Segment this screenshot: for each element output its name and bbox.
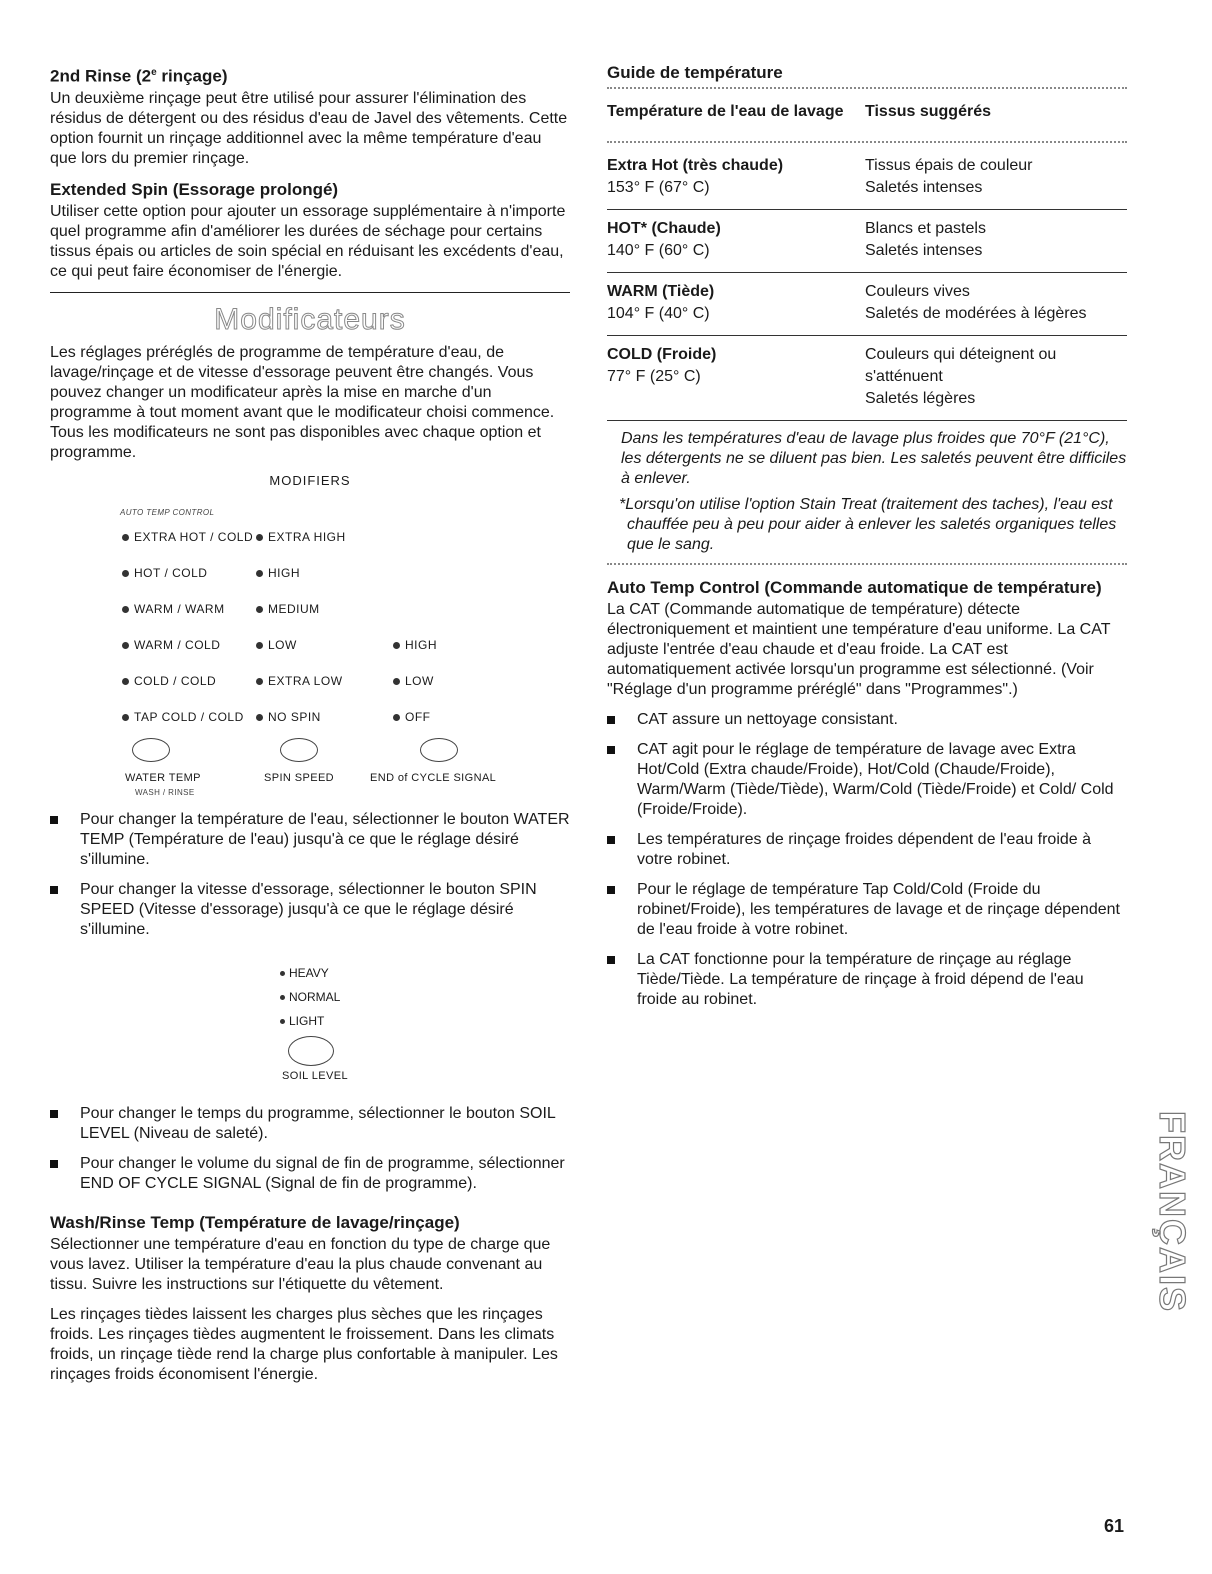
fabric-text: Blancs et pastels (865, 220, 986, 237)
signal-label: END of CYCLE SIGNAL (370, 771, 497, 784)
soil-option: NORMAL (280, 990, 340, 1004)
wash-rinse-body-1: Sélectionner une température d'eau en fonction du type de charge que vous lavez. Utiliser la température d'eau la plus chaude convenant au tissu. Suivre les instructions sur l'étiquette du vêtement. (50, 1235, 551, 1293)
fabric-text: s'atténuent (865, 368, 943, 385)
spin-speed-knob-icon (280, 738, 318, 762)
fabric-text: Couleurs qui déteignent ou (865, 346, 1057, 363)
dotted-divider (607, 563, 1127, 565)
list-item: Pour le réglage de température Tap Cold/Cold (Froide du robinet/Froide), les températures de lavage et de rinçage dépendent de l'eau froide à votre robinet. (607, 880, 1127, 940)
table-row (607, 273, 1127, 336)
indicator-light-icon (122, 642, 129, 649)
spin-option: HIGH (256, 566, 300, 580)
fabric-text: Couleurs vives (865, 283, 970, 300)
water-temp-option: TAP COLD / COLD (122, 710, 244, 724)
temp-value: 153° F (67° C) (607, 179, 710, 196)
water-temp-option: EXTRA HOT / COLD (122, 530, 253, 544)
fabric-text: Saletés intenses (865, 179, 983, 196)
indicator-light-icon (122, 714, 129, 721)
spin-option: EXTRA LOW (256, 674, 343, 688)
indicator-light-icon (122, 570, 129, 577)
fabric-text: Saletés de modérées à légères (865, 305, 1087, 322)
list-item: La CAT fonctionne pour la température de rinçage au réglage Tiède/Tiède. La température de rinçage à froid dépend de l'eau froide au robinet. (607, 950, 1127, 1010)
indicator-light-icon (256, 606, 263, 613)
wash-rinse-heading: Wash/Rinse Temp (Température de lavage/rinçage) (50, 1212, 460, 1232)
list-item: Pour changer le volume du signal de fin de programme, sélectionner END OF CYCLE SIGNAL (Signal de fin de programme). (50, 1154, 570, 1194)
fabric-text: Saletés intenses (865, 242, 983, 259)
table-header-row (607, 93, 1127, 137)
list-item: CAT assure un nettoyage consistant. (607, 710, 1127, 730)
table-header-cell: Tissus suggérés (865, 103, 991, 120)
soil-level-illustration (50, 950, 570, 1086)
list-item: Les températures de rinçage froides dépendent de l'eau froide à votre robinet. (607, 830, 1127, 870)
guide-heading: Guide de température (607, 63, 783, 82)
fabric-text: Saletés légères (865, 390, 976, 407)
signal-option: OFF (393, 710, 431, 724)
temp-value: 77° F (25° C) (607, 368, 701, 385)
water-temp-option: COLD / COLD (122, 674, 216, 688)
indicator-light-icon (256, 570, 263, 577)
temperature-table (607, 93, 1127, 137)
signal-option: LOW (393, 674, 434, 688)
bullets-water-spin (50, 810, 570, 940)
water-temp-sublabel: WASH / RINSE (135, 787, 195, 797)
soil-option: HEAVY (280, 966, 329, 980)
indicator-light-icon (280, 995, 285, 1000)
table-row (607, 210, 1127, 273)
temp-value: 104° F (40° C) (607, 305, 710, 322)
soil-level-label: SOIL LEVEL (282, 1069, 348, 1082)
bullets-soil-signal (50, 1104, 570, 1194)
water-temp-option: HOT / COLD (122, 566, 207, 580)
indicator-light-icon (122, 606, 129, 613)
spin-option: EXTRA HIGH (256, 530, 346, 544)
dotted-divider (607, 141, 1127, 143)
signal-knob-icon (420, 738, 458, 762)
auto-temp-bullets (607, 710, 1127, 1010)
auto-temp-body: La CAT (Commande automatique de température) détecte électroniquement et maintient une température d'eau uniforme. La CAT adjuste l'entrée d'eau chaude et d'eau froide. La CAT est automatiquement activée lorsqu'un programme est sélectionné. (Voir "Réglage d'un programme préréglé" dans "Programmes".) (607, 601, 1111, 698)
indicator-light-icon (256, 714, 263, 721)
table-note: Dans les températures d'eau de lavage plus froides que 70°F (21°C), les détergents ne se diluent pas bien. Les saletés peuvent être difficiles à enlever. (621, 430, 1127, 487)
temperature-table-body (607, 147, 1127, 421)
auto-temp-label: AUTO TEMP CONTROL (120, 507, 215, 517)
second-rinse-body: Un deuxième rinçage peut être utilisé pour assurer l'élimination des résidus de détergent ou des résidus d'eau de Javel des vêtements. Cette option fournit un rinçage additionnel avec la même température d'eau que lors du premier rinçage. (50, 89, 568, 167)
modifiers-intro: Les réglages préréglés de programme de température d'eau, de lavage/rinçage et de vitesse d'essorage peuvent être changés. Vous pouvez changer un modificateur après la mise en marche d'un programme à tout moment avant que le modificateur choisi commence. Tous les modificateurs ne sont pas disponibles avec chaque option et programme. (50, 343, 555, 461)
water-temp-option: WARM / COLD (122, 638, 220, 652)
extended-spin-body: Utiliser cette option pour ajouter un essorage supplémentaire à n'importe quel programme afin d'améliorer les durées de séchage pour certains tissus épais ou articles de soin spécial en réduisant les excédents d'eau, ce qui peut faire économiser de l'énergie. (50, 202, 566, 280)
temp-name: WARM (Tiède) (607, 283, 715, 300)
indicator-light-icon (393, 678, 400, 685)
temp-name: COLD (Froide) (607, 346, 717, 363)
list-item: Pour changer le temps du programme, sélectionner le bouton SOIL LEVEL (Niveau de saleté). (50, 1104, 570, 1144)
indicator-light-icon (393, 642, 400, 649)
water-temp-option: WARM / WARM (122, 602, 225, 616)
list-item: Pour changer la température de l'eau, sélectionner le bouton WATER TEMP (Température de l'eau) jusqu'à ce que le réglage désiré s'illumine. (50, 810, 570, 870)
water-temp-label: WATER TEMP (125, 771, 201, 784)
spin-option: NO SPIN (256, 710, 321, 724)
temp-name: HOT* (Chaude) (607, 220, 721, 237)
spin-option: LOW (256, 638, 297, 652)
soil-option: LIGHT (280, 1014, 324, 1028)
indicator-light-icon (256, 642, 263, 649)
soil-level-knob-icon (288, 1036, 334, 1066)
auto-temp-heading: Auto Temp Control (Commande automatique de température) (607, 578, 1102, 597)
list-item: CAT agit pour le réglage de température de lavage avec Extra Hot/Cold (Extra chaude/Froide), Hot/Cold (Chaude/Froide), Warm/Warm (Tiède/Tiède), Warm/Cold (Tiède/Froide) et Cold/ Cold (Froide/Froide). (607, 740, 1127, 820)
indicator-light-icon (393, 714, 400, 721)
indicator-light-icon (280, 971, 285, 976)
indicator-light-icon (256, 678, 263, 685)
second-rinse-heading: 2nd Rinse (2e rinçage) (50, 66, 228, 86)
dotted-divider (607, 87, 1127, 89)
table-header-cell: Température de l'eau de lavage (607, 103, 844, 120)
stain-treat-note: *Lorsqu'on utilise l'option Stain Treat (traitement des taches), l'eau est chauffée peu à peu pour aider à enlever les saletés organiques telles que le sang. (619, 496, 1117, 553)
list-item: Pour changer la vitesse d'essorage, sélectionner le bouton SPIN SPEED (Vitesse d'essorage) jusqu'à ce que le réglage désiré s'illumine. (50, 880, 570, 940)
spin-speed-label: SPIN SPEED (264, 771, 335, 784)
temp-value: 140° F (60° C) (607, 242, 710, 259)
table-row (607, 147, 1127, 210)
language-side-tab: FRANÇAIS (1152, 1111, 1193, 1313)
section-divider (50, 292, 570, 293)
temp-name: Extra Hot (très chaude) (607, 157, 784, 174)
indicator-light-icon (122, 534, 129, 541)
indicator-light-icon (122, 678, 129, 685)
water-temp-knob-icon (132, 738, 170, 762)
modifiers-title: Modificateurs (214, 302, 406, 336)
panel-caption: MODIFIERS (269, 472, 351, 488)
extended-spin-heading: Extended Spin (Essorage prolongé) (50, 179, 339, 199)
table-row (607, 336, 1127, 421)
indicator-light-icon (256, 534, 263, 541)
indicator-light-icon (280, 1019, 285, 1024)
fabric-text: Tissus épais de couleur (865, 157, 1033, 174)
modifiers-panel-illustration (50, 498, 570, 858)
signal-option: HIGH (393, 638, 437, 652)
right-column (607, 62, 1127, 1020)
left-column (50, 62, 570, 1395)
spin-option: MEDIUM (256, 602, 320, 616)
wash-rinse-body-2: Les rinçages tièdes laissent les charges plus sèches que les rinçages froids. Les rinçages tièdes augmentent le froissement. Dans les climats froids, un rinçage tiède rend la charge plus confortable à manipuler. Les rinçages froids économisent l'énergie. (50, 1305, 558, 1383)
page-number: 61 (1104, 1516, 1125, 1536)
